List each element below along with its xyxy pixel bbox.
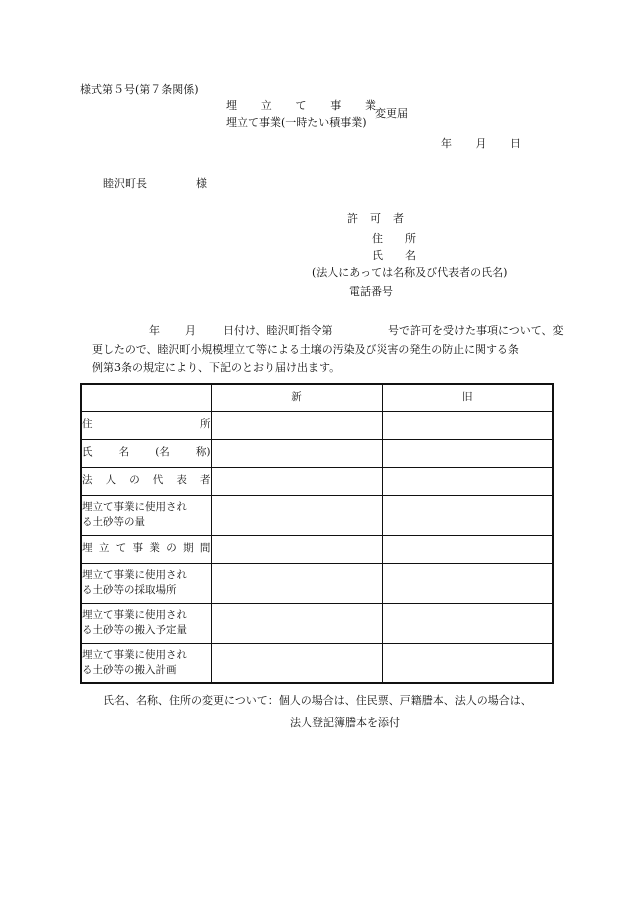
label-char: 立 [98, 542, 110, 555]
label-line: る土砂等の量 [82, 516, 145, 528]
row-label-planned-amount [81, 603, 211, 643]
title-char: 立 [260, 99, 272, 112]
label-char: 期 [183, 542, 194, 555]
cell-old-name[interactable] [382, 439, 553, 467]
label-line: 埋立て事業に使用され [82, 608, 187, 621]
label-char: 称) [195, 446, 211, 459]
cell-old-source-location[interactable] [382, 563, 553, 603]
footnote-line1: 氏名、名称、住所の変更について：個人の場合は、住民票、戸籍謄本、法人の場合は、 [103, 694, 532, 707]
label-char: 業 [149, 542, 160, 555]
header-item [81, 384, 211, 411]
date-year: 年 [441, 137, 452, 150]
date-month: 月 [475, 137, 487, 150]
table-row [81, 411, 553, 439]
row-label-source-location [81, 563, 211, 603]
label-char: の [129, 474, 140, 487]
label-char: 法 [82, 474, 93, 487]
label-line: 埋立て事業に使用され [82, 568, 187, 581]
phone-label: 電話番号 [349, 285, 393, 298]
cell-new-delivery-plan[interactable] [211, 643, 382, 683]
table-header-row [81, 384, 553, 411]
cell-old-address[interactable] [382, 411, 553, 439]
row-label-delivery-plan [81, 643, 211, 683]
applicant-name-char: 名 [405, 249, 416, 262]
footnote-line2: 法人登記簿謄本を添付 [290, 716, 400, 729]
addressee-honorific: 様 [196, 177, 207, 190]
date-line [441, 138, 521, 149]
body-year: 年 [149, 324, 160, 337]
label-line: 埋立て事業に使用され [82, 648, 187, 661]
cell-new-soil-amount[interactable] [211, 495, 382, 535]
title-char: て [295, 99, 307, 112]
cell-old-delivery-plan[interactable] [382, 643, 553, 683]
applicant-name-label [372, 250, 416, 261]
change-table [80, 383, 554, 684]
title-suffix: 変更届 [375, 107, 408, 120]
applicant-address-char: 住 [372, 232, 383, 245]
label-char: 事 [132, 542, 144, 555]
table-row [81, 563, 553, 603]
row-label-address [81, 411, 211, 439]
label-line: る土砂等の採取場所 [82, 584, 177, 596]
label-line: る土砂等の搬入計画 [82, 663, 177, 676]
label-char: 代 [152, 474, 164, 487]
applicant-name-char: 氏 [372, 249, 383, 262]
label-char: 者 [199, 474, 211, 487]
table-row [81, 535, 553, 563]
applicant-address-label [372, 233, 416, 244]
title-line2: 埋立て事業(一時たい積事業) [226, 116, 367, 129]
applicant-heading [347, 213, 404, 224]
label-char: 表 [176, 474, 187, 487]
row-label-period [81, 535, 211, 563]
body-line3: 例第3条の規定により、下記のとおり届け出ます。 [92, 361, 341, 374]
cell-old-period[interactable] [382, 535, 553, 563]
row-label-name [81, 439, 211, 467]
body-month: 月 [185, 324, 196, 337]
table-row [81, 643, 553, 683]
cell-new-source-location[interactable] [211, 563, 382, 603]
label-char: 氏 [82, 446, 93, 459]
title-char: 事 [330, 99, 342, 112]
title-char: 埋 [226, 99, 237, 112]
applicant-address-char: 所 [405, 232, 416, 245]
row-label-representative [81, 467, 211, 495]
label-char: 名 [118, 446, 130, 459]
label-char: の [166, 542, 177, 555]
label-line: る土砂等の搬入予定量 [82, 624, 187, 636]
title-char: 業 [365, 99, 376, 112]
label-char: 住 [82, 418, 93, 431]
label-char: 所 [200, 418, 211, 431]
row-label-soil-amount [81, 495, 211, 535]
applicant-heading-char: 許 [347, 212, 358, 225]
corporate-note: (法人にあっては名称及び代表者の氏名) [312, 266, 508, 279]
addressee-name: 睦沢町長 [103, 177, 147, 190]
form-number: 様式第５号(第７条関係) [80, 83, 199, 96]
cell-new-planned-amount[interactable] [211, 603, 382, 643]
body-line2: 更したので、睦沢町小規模埋立て等による土壌の汚染及び災害の発生の防止に関する条 [92, 343, 519, 356]
body-number-rest: 号で許可を受けた事項について、変 [388, 324, 564, 337]
cell-old-representative[interactable] [382, 467, 553, 495]
label-char: 人 [105, 474, 117, 487]
body-day-directive: 日付け、睦沢町指令第 [223, 324, 333, 337]
cell-new-representative[interactable] [211, 467, 382, 495]
cell-new-name[interactable] [211, 439, 382, 467]
cell-old-soil-amount[interactable] [382, 495, 553, 535]
table-row [81, 467, 553, 495]
applicant-heading-char: 可 [370, 212, 381, 225]
table-row [81, 439, 553, 467]
table-row [81, 495, 553, 535]
label-char: て [115, 542, 127, 555]
header-new: 新 [211, 384, 382, 411]
date-day: 日 [510, 137, 521, 150]
table-row [81, 603, 553, 643]
label-line: 埋立て事業に使用され [82, 500, 187, 513]
applicant-heading-char: 者 [393, 212, 404, 225]
header-old: 旧 [382, 384, 553, 411]
cell-old-planned-amount[interactable] [382, 603, 553, 643]
label-char: 埋 [82, 542, 93, 555]
cell-new-period[interactable] [211, 535, 382, 563]
label-char: (名 [155, 446, 170, 459]
cell-new-address[interactable] [211, 411, 382, 439]
title-line1 [226, 100, 376, 111]
label-char: 間 [199, 542, 211, 555]
